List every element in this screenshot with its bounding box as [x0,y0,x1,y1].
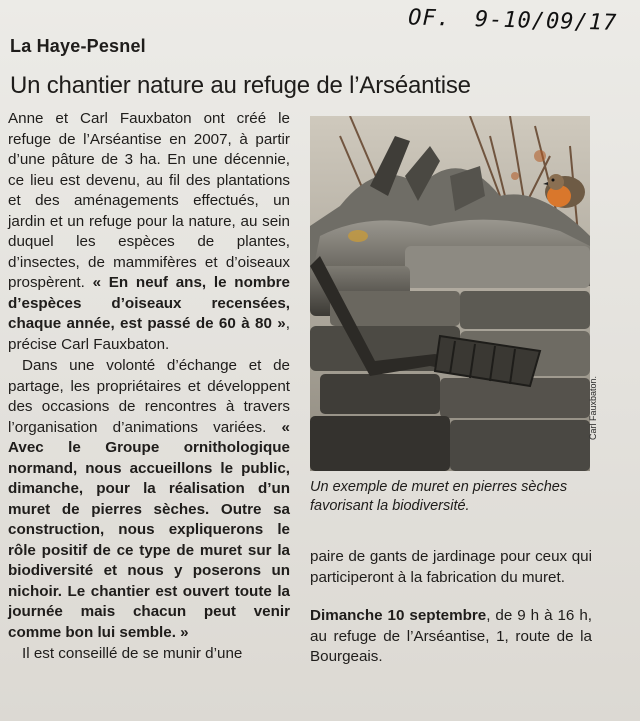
article-column-2 [310,547,592,668]
article-column-1 [8,109,290,665]
photo-credit: Carl Fauxbaton. [588,375,598,440]
paragraph-1-quote: « En neuf ans, le nombre d’espèces d’oiseaux recensées, chaque année, est passé de 60 à 80 » [8,274,290,332]
paragraph-2-text: Dans une volonté d’échange et de partage, les propriétaires et développent des occasions de rencontres à travers l’organisation d’animations variées. [8,357,290,436]
photo-caption: Un exemple de muret en pierres sèches favorisant la biodiversité. [310,479,568,514]
article-headline: Un chantier nature au refuge de l’Arséantise [10,72,471,99]
dry-stone-wall-photo [310,116,590,471]
paragraph-2-quote: « Avec le Groupe ornithologique normand, nous accueillons le public, dimanche, pour la réalisation d’un muret de pierres sèches. Outre sa construction, nous expliquerons le rôle positif de ce type de muret sur la biodiversité et nous y poserons un nichoir. Le chantier est ouvert toute la journée mais chacun peut venir comme bon lui semble. » [8,418,290,641]
article-paragraph-3-continued: paire de gants de jardinage pour ceux qui participeront à la fabrication du muret. [310,548,592,586]
article-paragraph-3-start: Il est conseillé de se munir d’une [22,645,243,662]
event-date: Dimanche 10 septembre [310,607,487,624]
handwritten-source: OF. [407,5,452,32]
locality-heading: La Haye-Pesnel [10,36,146,56]
article-photo [310,116,590,471]
paragraph-1-end: , précise Carl Fauxbaton. [8,315,290,353]
paragraph-1-text: Anne et Carl Fauxbaton ont créé le refuge de l’Arséantise en 2007, à partir d’une pâture de 3 ha. En une décennie, ce lieu est devenu, au fil des plantations et des aménagements effectués, un jardin et un refuge pour la nature, au sein duquel les espèces de plantes, d’insectes, de mammifères et d’oiseaux prospèrent. [8,110,290,291]
article-paragraph-2 [8,356,290,643]
event-details: , de 9 h à 16 h, au refuge de l’Arséantise, 1, route de la Bourgeais. [310,607,592,665]
handwritten-date: 9-10/09/17 [474,7,618,36]
article-paragraph-1 [8,109,290,355]
handwritten-annotation [407,5,618,44]
article-paragraph-4 [310,606,592,668]
